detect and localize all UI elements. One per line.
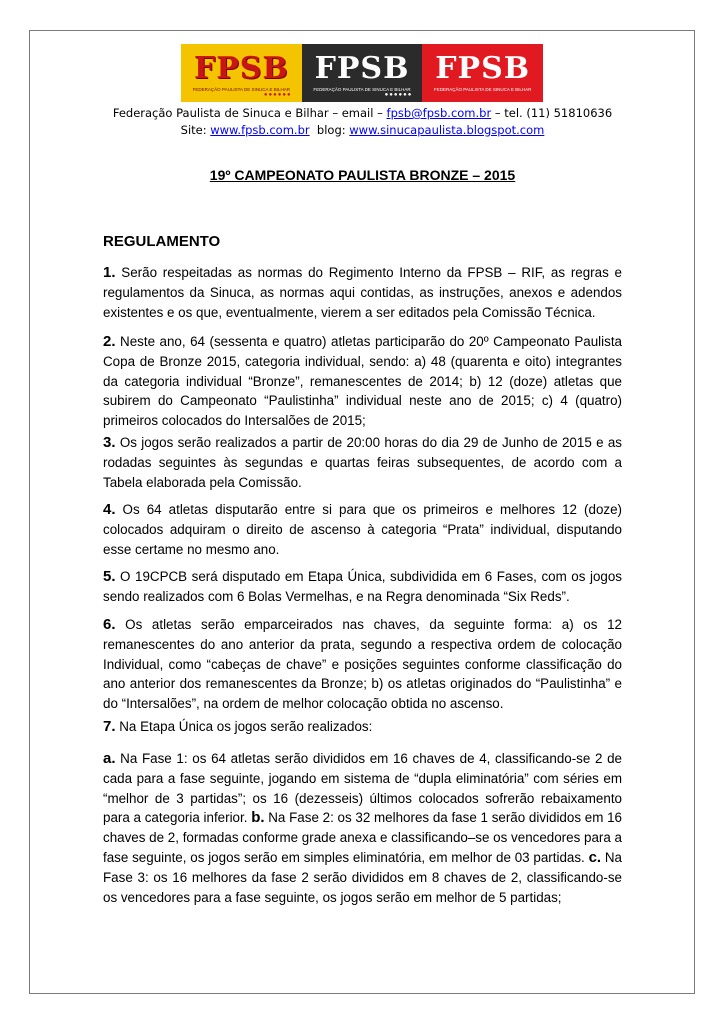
logo-dots: ●●●●●● bbox=[263, 92, 292, 98]
email-link[interactable]: fpsb@fpsb.com.br bbox=[386, 106, 492, 120]
paragraph-number: 3. bbox=[103, 434, 116, 451]
logo-text: FPSB bbox=[435, 51, 531, 86]
paragraph-text: O 19CPCB será disputado em Etapa Única, subdividida em 6 Fases, com os jogos sendo realizados com 6 Bolas Vermelhas, e na Regra denominada “Six Reds”. bbox=[103, 569, 622, 604]
logo-dots: ●●●●●● bbox=[384, 92, 413, 98]
contact-line bbox=[0, 106, 725, 120]
paragraph-4 bbox=[103, 500, 622, 559]
paragraph-number: 4. bbox=[103, 501, 116, 518]
logo-block-red bbox=[422, 44, 543, 102]
paragraph-text: Na Etapa Única os jogos serão realizados: bbox=[115, 719, 373, 734]
phase-a-number: a. bbox=[103, 750, 116, 767]
paragraph-2 bbox=[103, 332, 622, 431]
paragraph-number: 6. bbox=[103, 616, 116, 633]
document-title: 19º CAMPEONATO PAULISTA BRONZE – 2015 bbox=[209, 167, 516, 183]
paragraph-number: 7. bbox=[103, 718, 116, 735]
section-heading: REGULAMENTO bbox=[103, 233, 221, 250]
paragraph-1 bbox=[103, 263, 622, 322]
phase-b-text: Na Fase 2: os 32 melhores da fase 1 serão divididos em 16 chaves de 2, formadas conforme grade anexa e classificando–se os vencedores para a fase seguinte, os jogos serão em simples eliminatória, em melhor de 03 partidas. bbox=[103, 810, 622, 865]
logo-text: FPSB bbox=[193, 51, 289, 86]
logo-block-black bbox=[302, 44, 423, 102]
blog-link[interactable]: www.sinucapaulista.blogspot.com bbox=[349, 123, 545, 137]
site-link[interactable]: www.fpsb.com.br bbox=[210, 123, 310, 137]
federation-name: Federação Paulista de Sinuca e Bilhar – email – bbox=[112, 106, 387, 120]
paragraph-6 bbox=[103, 615, 622, 714]
paragraph-text: Os 64 atletas disputarão entre si para que os primeiros e melhores 12 (doze) colocados adquiram o direito de ascenso à categoria “Prata” individual, disputando esse certame no mesmo ano. bbox=[103, 502, 622, 557]
logo-tagline: FEDERAÇÃO PAULISTA DE SINUCA E BILHAR bbox=[434, 87, 532, 92]
paragraph-text: Os jogos serão realizados a partir de 20:00 horas do dia 29 de Junho de 2015 e as rodadas seguintes às segundas e quartas feiras subsequentes, de acordo com a Tabela elaborada pela Comissão. bbox=[103, 435, 622, 490]
logo-tagline: FEDERAÇÃO PAULISTA DE SINUCA E BILHAR bbox=[192, 87, 291, 92]
paragraph-text: Serão respeitadas as normas do Regimento Interno da FPSB – RIF, as regras e regulamentos da Sinuca, as normas aqui contidas, as instruções, anexos e adendos existentes e os que, eventualmente, vierem a ser editados pela Comissão Técnica. bbox=[103, 265, 622, 320]
paragraph-text: Os atletas serão emparceirados nas chaves, da seguinte forma: a) os 12 remanescentes do ano anterior da prata, segundo a respectiva ordem de colocação Individual, como “cabeças de chave” e posições seguintes conforme classificação do ano anterior dos remanescentes da Bronze; b) os atletas originados do “Paulistinha” e do “Intersalões”, na ordem de melhor colocação obtida no ascenso. bbox=[103, 617, 622, 712]
phase-b-number: b. bbox=[251, 809, 265, 827]
phase-c-text: Na Fase 3: os 16 melhores da fase 2 serão divididos em 8 chaves de 2, classificando-se os vencedores para a fase seguinte, os jogos serão em melhor de 5 partidas; bbox=[103, 849, 622, 905]
fpsb-logo-banner bbox=[181, 44, 543, 102]
paragraph-number: 1. bbox=[103, 264, 116, 281]
phone-text: – tel. (11) 51810636 bbox=[491, 106, 613, 120]
paragraph-number: 5. bbox=[103, 568, 116, 585]
paragraph-7 bbox=[103, 717, 622, 737]
logo-tagline: FEDERAÇÃO PAULISTA DE SINUCA E BILHAR bbox=[313, 87, 411, 92]
blog-label: blog: bbox=[309, 123, 350, 137]
site-label: Site: bbox=[180, 123, 211, 137]
phases-paragraph bbox=[103, 749, 622, 907]
paragraph-number: 2. bbox=[103, 333, 116, 350]
logo-text: FPSB bbox=[314, 51, 410, 86]
logo-block-yellow bbox=[181, 44, 302, 102]
website-line bbox=[0, 123, 725, 137]
phase-c-number: c. bbox=[588, 848, 602, 866]
paragraph-text: Neste ano, 64 (sessenta e quatro) atletas participarão do 20º Campeonato Paulista Copa de Bronze 2015, categoria individual, sendo: a) 48 (quarenta e oito) integrantes da categoria individual “Bronze”, remanescentes de 2014; b) 12 (doze) atletas que subirem do Campeonato “Paulistinha” individual neste ano de 2015; c) 4 (quatro) primeiros colocados do Intersalões de 2015; bbox=[103, 334, 622, 429]
paragraph-5 bbox=[103, 567, 622, 607]
paragraph-3 bbox=[103, 433, 622, 492]
phase-a-text: Na Fase 1: os 64 atletas serão divididos em 16 chaves de 4, classificando-se 2 de cada para a fase seguinte, jogando em sistema de “dupla eliminatória” com séries em “melhor de 3 partidas”; os 16 (dezesseis) últimos colocados sofrerão rebaixamento para a categoria inferior. bbox=[103, 751, 622, 826]
